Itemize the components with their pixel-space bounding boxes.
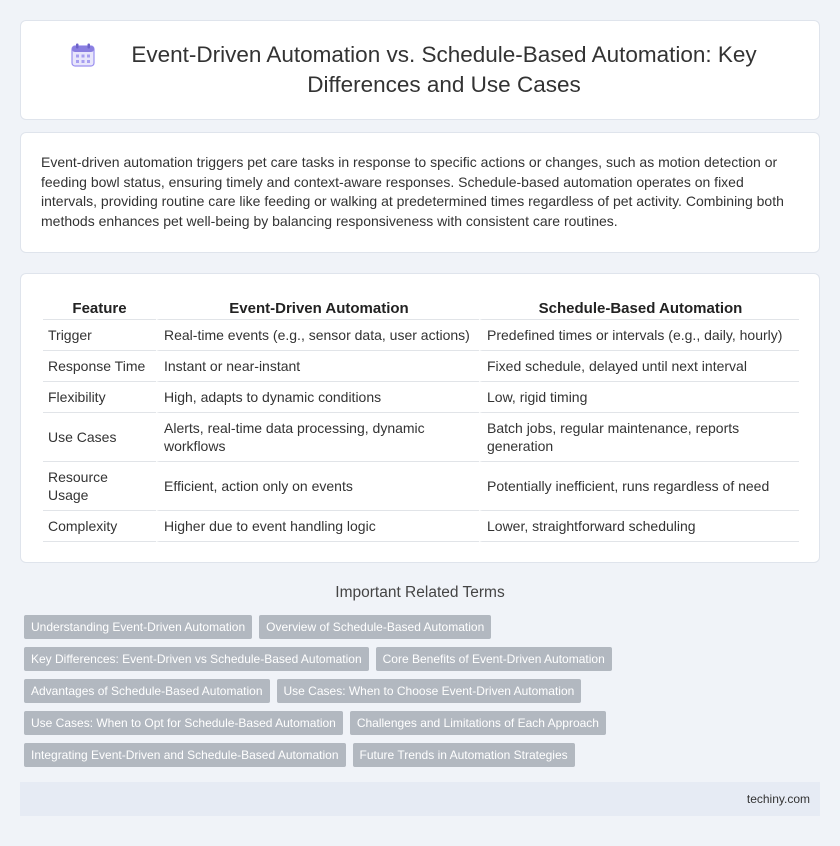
tag-row (24, 647, 814, 671)
related-term-tag[interactable]: Understanding Event-Driven Automation (24, 615, 252, 639)
table-row (43, 382, 799, 413)
table-cell-event: Higher due to event handling logic (156, 511, 479, 542)
related-term-tag[interactable]: Core Benefits of Event-Driven Automation (376, 647, 612, 671)
table-cell-schedule: Low, rigid timing (479, 382, 799, 413)
table-row (43, 351, 799, 382)
table-row (43, 413, 799, 462)
table-row (43, 320, 799, 351)
table-cell-schedule: Batch jobs, regular maintenance, reports generation (479, 413, 799, 462)
table-cell-event: Real-time events (e.g., sensor data, user actions) (156, 320, 479, 351)
table-cell-feature: Response Time (43, 351, 156, 382)
table-cell-schedule: Potentially inefficient, runs regardless of need (479, 462, 799, 511)
table-cell-feature: Complexity (43, 511, 156, 542)
comparison-table (43, 294, 799, 542)
site-credit[interactable]: techiny.com (746, 792, 810, 806)
intro-card (20, 132, 820, 253)
related-terms-title: Important Related Terms (335, 584, 505, 601)
table-cell-schedule: Predefined times or intervals (e.g., daily, hourly) (479, 320, 799, 351)
related-term-tag[interactable]: Advantages of Schedule-Based Automation (24, 679, 270, 703)
table-cell-event: Alerts, real-time data processing, dynamic workflows (156, 413, 479, 462)
table-cell-feature: Use Cases (43, 413, 156, 462)
page-title: Event-Driven Automation vs. Schedule-Based Automation: Key Differences and Use Cases (131, 42, 757, 97)
related-term-tag[interactable]: Use Cases: When to Opt for Schedule-Based Automation (24, 711, 343, 735)
calendar-icon (70, 42, 96, 68)
related-term-tag[interactable]: Key Differences: Event-Driven vs Schedule-Based Automation (24, 647, 369, 671)
tag-row (24, 615, 814, 639)
table-header-row (43, 294, 799, 320)
table-row (43, 462, 799, 511)
related-term-tag[interactable]: Integrating Event-Driven and Schedule-Based Automation (24, 743, 346, 767)
related-term-tag[interactable]: Challenges and Limitations of Each Approach (350, 711, 606, 735)
column-header-event-driven: Event-Driven Automation (156, 294, 479, 320)
header-card (20, 20, 820, 120)
table-cell-event: Efficient, action only on events (156, 462, 479, 511)
table-cell-schedule: Lower, straightforward scheduling (479, 511, 799, 542)
table-cell-feature: Trigger (43, 320, 156, 351)
table-cell-schedule: Fixed schedule, delayed until next interval (479, 351, 799, 382)
footer (20, 782, 820, 816)
table-cell-feature: Flexibility (43, 382, 156, 413)
tag-row (24, 679, 814, 703)
table-cell-event: Instant or near-instant (156, 351, 479, 382)
related-term-tag[interactable]: Use Cases: When to Choose Event-Driven Automation (277, 679, 582, 703)
tag-row (24, 711, 814, 735)
related-term-tag[interactable]: Overview of Schedule-Based Automation (259, 615, 491, 639)
intro-paragraph: Event-driven automation triggers pet care tasks in response to specific actions or changes, such as motion detection or feeding bowl status, ensuring timely and context-aware responses. Schedule-based automation operates on fixed intervals, providing routine care like feeding or walking at predetermined times regardless of pet activity. Combining both methods enhances pet well-being by balancing responsiveness with consistent care routines. (41, 154, 784, 229)
table-row (43, 511, 799, 542)
tag-row (24, 743, 814, 767)
column-header-schedule-based: Schedule-Based Automation (479, 294, 799, 320)
related-terms-list (24, 615, 814, 775)
table-cell-event: High, adapts to dynamic conditions (156, 382, 479, 413)
related-term-tag[interactable]: Future Trends in Automation Strategies (353, 743, 575, 767)
comparison-table-card (20, 273, 820, 563)
table-cell-feature: Resource Usage (43, 462, 156, 511)
column-header-feature: Feature (43, 294, 156, 320)
